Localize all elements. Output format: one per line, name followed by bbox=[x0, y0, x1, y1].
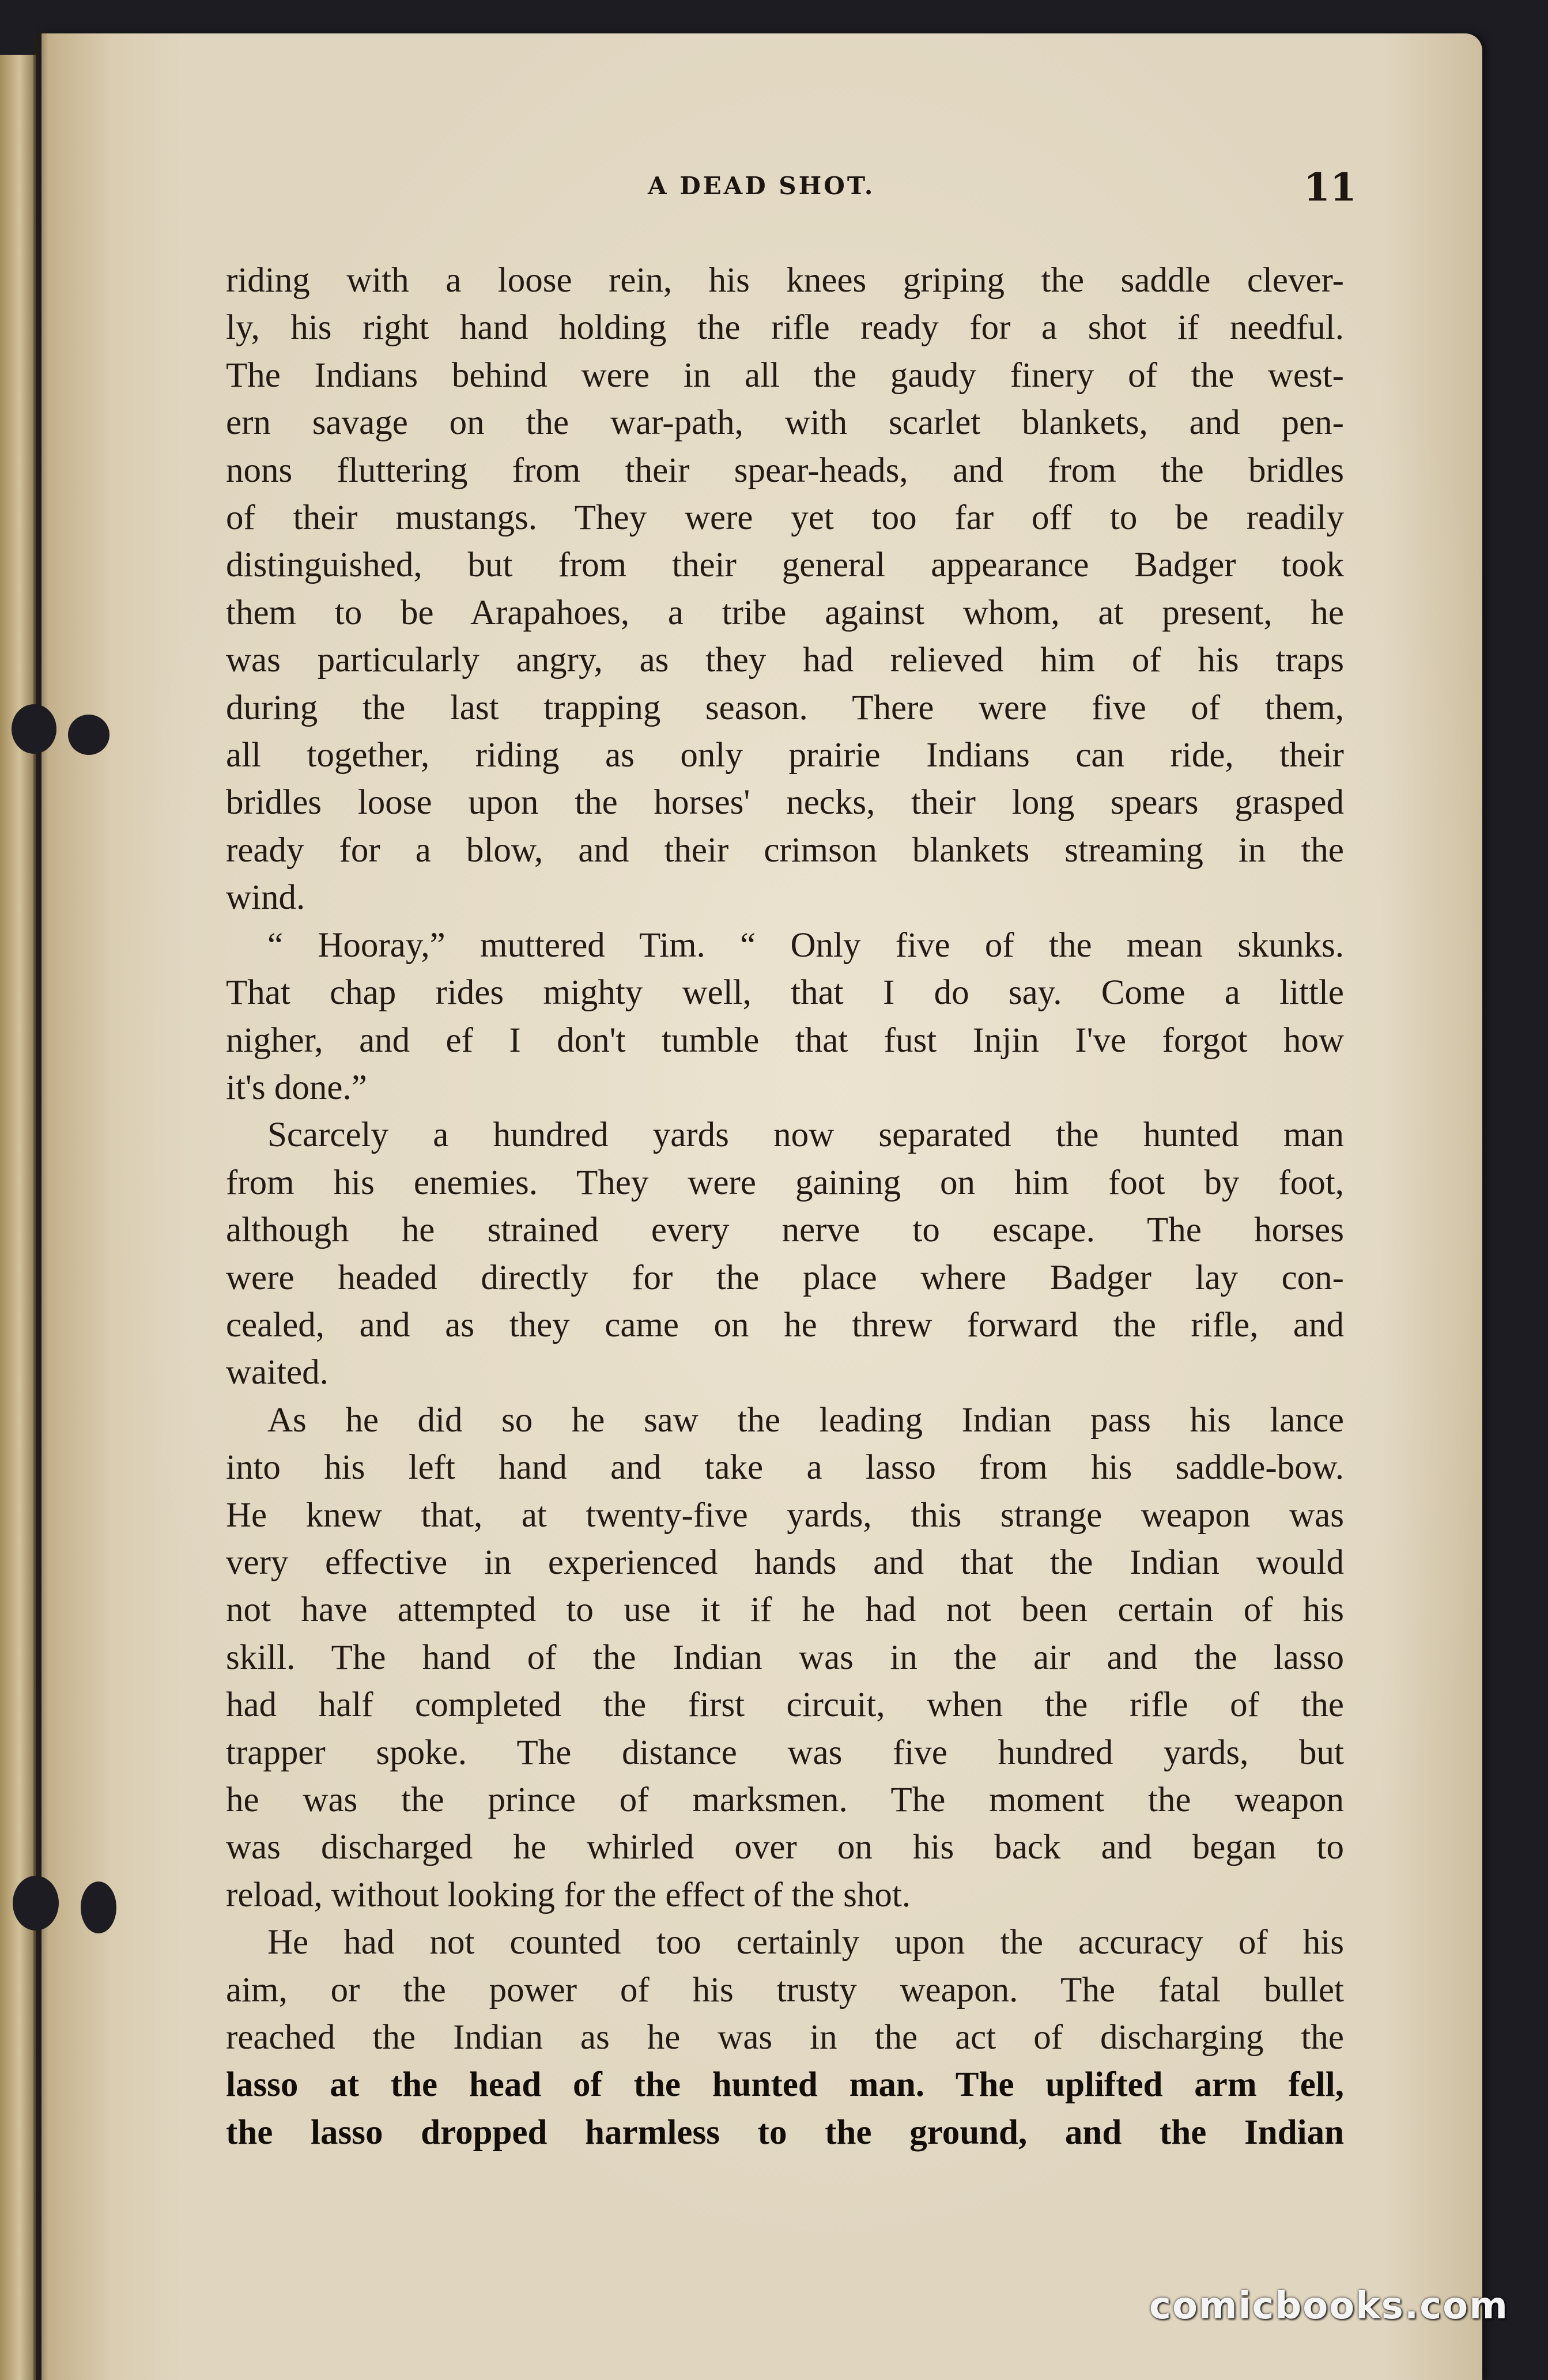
text-line: riding with a loose rein, his knees griping the saddle clever- bbox=[226, 261, 1344, 300]
text-line: not have attempted to use it if he had not been certain of his bbox=[226, 1591, 1344, 1630]
gutter-shadow bbox=[33, 33, 48, 2380]
text-line: As he did so he saw the leading Indian pass his lance bbox=[267, 1400, 1344, 1440]
text-line: nigher, and ef I don't tumble that fust Injin I've forgot how bbox=[226, 1021, 1344, 1060]
text-line: all together, riding as only prairie Indians can ride, their bbox=[226, 736, 1344, 775]
text-line: lasso at the head of the hunted man. The uplifted arm fell, bbox=[226, 2065, 1344, 2105]
text-line: waited. bbox=[226, 1353, 329, 1392]
text-line: the lasso dropped harmless to the ground, and the Indian bbox=[226, 2113, 1344, 2152]
text-line: bridles loose upon the horses' necks, their long spears grasped bbox=[226, 783, 1344, 822]
text-line: reached the Indian as he was in the act of discharging the bbox=[226, 2018, 1344, 2057]
text-line: He had not counted too certainly upon the accuracy of his bbox=[267, 1923, 1344, 1962]
text-line: That chap rides mighty well, that I do say. Come a little bbox=[226, 973, 1344, 1013]
binding-hole-lower bbox=[13, 1876, 59, 1931]
binding-hole-upper-tear bbox=[68, 715, 110, 755]
text-line: were headed directly for the place where Badger lay con- bbox=[226, 1258, 1344, 1297]
text-line: ern savage on the war-path, with scarlet blankets, and pen- bbox=[226, 403, 1344, 443]
text-line: skill. The hand of the Indian was in the air and the lasso bbox=[226, 1638, 1344, 1677]
text-line: distinguished, but from their general appearance Badger took bbox=[226, 546, 1344, 585]
text-line: Scarcely a hundred yards now separated the hunted man bbox=[267, 1116, 1344, 1155]
text-line: them to be Arapahoes, a tribe against whom, at present, he bbox=[226, 593, 1344, 632]
text-line: He knew that, at twenty-five yards, this strange weapon was bbox=[226, 1495, 1344, 1535]
binding-hole-upper bbox=[12, 704, 56, 754]
text-line: had half completed the first circuit, when the rifle of the bbox=[226, 1686, 1344, 1725]
text-line: he was the prince of marksmen. The moment the weapon bbox=[226, 1781, 1344, 1819]
text-line: although he strained every nerve to escape. The horses bbox=[226, 1211, 1344, 1250]
text-line: cealed, and as they came on he threw forward the rifle, and bbox=[226, 1305, 1344, 1344]
text-line: “ Hooray,” muttered Tim. “ Only five of the mean skunks. bbox=[267, 925, 1344, 965]
text-line: very effective in experienced hands and that the Indian would bbox=[226, 1543, 1344, 1582]
text-line: nons fluttering from their spear-heads, and from the bridles bbox=[226, 451, 1344, 490]
text-line: was particularly angry, as they had relieved him of his traps bbox=[226, 641, 1344, 680]
body-text bbox=[226, 257, 1344, 2156]
text-line: of their mustangs. They were yet too far off to be readily bbox=[226, 498, 1344, 538]
text-line: into his left hand and take a lasso from his saddle-bow. bbox=[226, 1448, 1344, 1487]
text-line: it's done.” bbox=[226, 1068, 367, 1107]
text-line: ly, his right hand holding the rifle ready for a shot if needful. bbox=[226, 308, 1344, 347]
page-number: 11 bbox=[1304, 165, 1357, 210]
running-head: A DEAD SHOT. bbox=[648, 172, 875, 200]
text-line: aim, or the power of his trusty weapon. The fatal bullet bbox=[226, 1970, 1344, 2009]
text-line: reload, without looking for the effect of the shot. bbox=[226, 1875, 911, 1914]
text-line: from his enemies. They were gaining on him foot by foot, bbox=[226, 1163, 1344, 1202]
binding-hole-lower-tear bbox=[81, 1882, 116, 1933]
text-line: during the last trapping season. There were five of them, bbox=[226, 688, 1344, 727]
text-line: trapper spoke. The distance was five hundred yards, but bbox=[226, 1733, 1344, 1772]
text-line: wind. bbox=[226, 878, 305, 917]
previous-page-edge bbox=[0, 55, 36, 2380]
text-line: The Indians behind were in all the gaudy finery of the west- bbox=[226, 356, 1344, 395]
watermark: comicbooks.com bbox=[1149, 2285, 1509, 2328]
text-line: was discharged he whirled over on his back and began to bbox=[226, 1828, 1344, 1867]
text-line: ready for a blow, and their crimson blankets streaming in the bbox=[226, 830, 1344, 870]
